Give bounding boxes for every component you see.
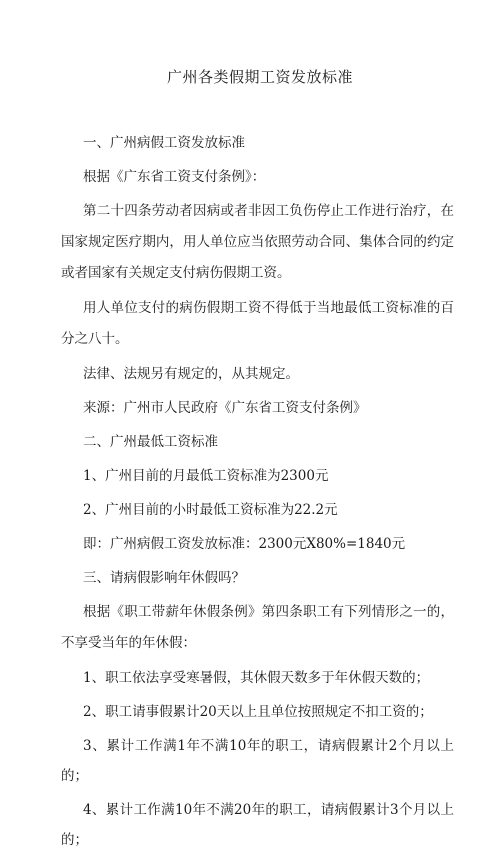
list-item-hourly-wage: 2、广州目前的小时最低工资标准为22.2元 (83, 502, 338, 518)
paragraph-law-exception: 法律、法规另有规定的，从其规定。 (83, 366, 299, 382)
list-item-4: 4、累计工作满10年不满20年的职工，请病假累计3个月以上的； (61, 802, 454, 848)
section-heading-annual-leave: 三、请病假影响年休假吗？ (83, 570, 245, 586)
paragraph-article-24: 第二十四条劳动者因病或者非因工负伤停止工作进行治疗，在国家规定医疗期内，用人单位应当依照劳动合同、集体合同的约定或者国家有关规定支付病伤假期工资。 (61, 203, 454, 281)
list-item-monthly-wage: 1、广州目前的月最低工资标准为2300元 (83, 468, 329, 484)
paragraph-basis: 根据《广东省工资支付条例》： (83, 169, 266, 185)
list-item-2: 2、职工请事假累计20天以上且单位按照规定不扣工资的； (83, 704, 433, 720)
paragraph-calculation: 即：广州病假工资发放标准：2300元X80%=1840元 (83, 536, 406, 552)
section-heading-minimum-wage: 二、广州最低工资标准 (83, 434, 218, 450)
document-title: 广州各类假期工资发放标准 (166, 68, 353, 86)
section-heading-sick-leave: 一、广州病假工资发放标准 (83, 135, 245, 151)
list-item-1: 1、职工依法享受寒暑假，其休假天数多于年休假天数的； (83, 670, 430, 686)
paragraph-source: 来源：广州市人民政府《广东省工资支付条例》 (83, 400, 367, 416)
paragraph-minimum-percent: 用人单位支付的病伤假期工资不得低于当地最低工资标准的百分之八十。 (61, 300, 454, 347)
list-item-3: 3、累计工作满1年不满10年的职工，请病假累计2个月以上的； (61, 738, 454, 784)
paragraph-annual-leave-rule: 根据《职工带薪年休假条例》第四条职工有下列情形之一的，不享受当年的年休假： (61, 604, 454, 651)
